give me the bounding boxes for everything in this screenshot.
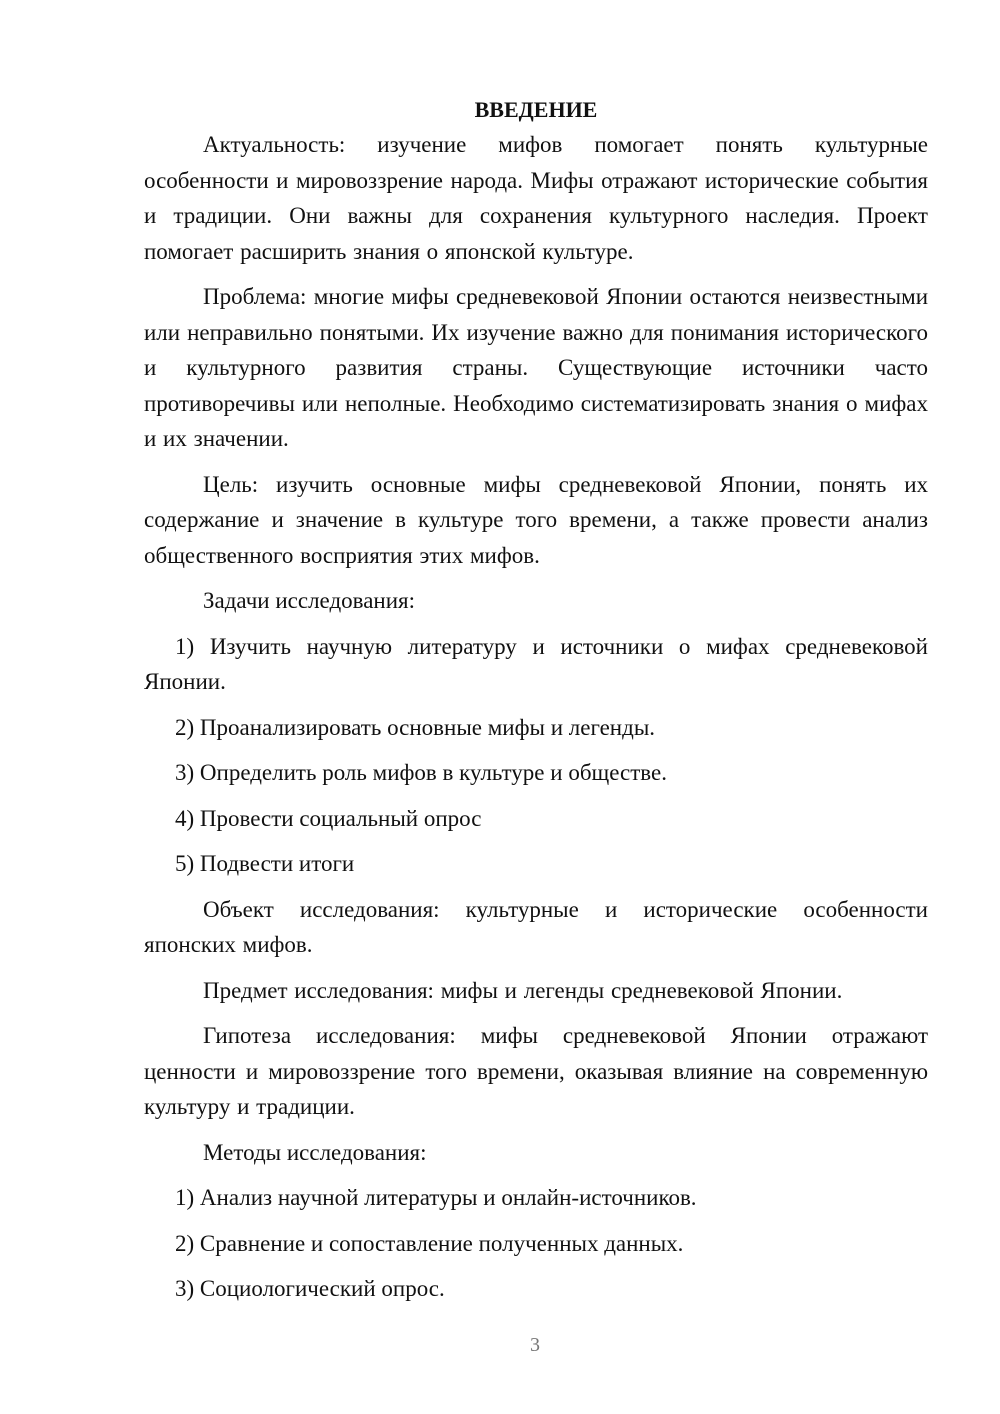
method-item: 3) Социологический опрос.	[175, 1276, 445, 1301]
relevance-paragraph: Актуальность: изучение мифов помогает понять культурные особенности и мировоззрение народа. Мифы отражают исторические события и традиции. Они важны для сохранения культурного наследия. Проект помогает расширить знания о японской культуре.	[144, 132, 928, 264]
goal-paragraph: Цель: изучить основные мифы средневековой Японии, понять их содержание и значение в культуре того времени, а также провести анализ общественного восприятия этих мифов.	[144, 471, 928, 568]
task-item: 5) Подвести итоги	[175, 851, 355, 876]
page-number: 3	[530, 1334, 540, 1356]
methods-heading: Методы исследования:	[203, 1139, 427, 1165]
hypothesis-paragraph: Гипотеза исследования: мифы средневековой Японии отражают ценности и мировоззрение того времени, оказывая влияние на современную культуру и традиции.	[144, 1023, 928, 1119]
tasks-list	[144, 629, 928, 882]
task-item: 4) Провести социальный опрос	[175, 805, 482, 831]
method-item: 2) Сравнение и сопоставление полученных данных.	[175, 1230, 684, 1256]
task-item: 2) Проанализировать основные мифы и легенды.	[175, 714, 656, 740]
problem-paragraph: Проблема: многие мифы средневековой Японии остаются неизвестными или неправильно понятыми. Их изучение важно для понимания исторического и культурного развития страны. Существующие источники часто противоречивы или неполные. Необходимо систематизировать знания о мифах и их значении.	[144, 284, 928, 451]
page-content	[144, 92, 928, 1317]
object-paragraph: Объект исследования: культурные и исторические особенности японских мифов.	[144, 896, 928, 957]
task-item: 1) Изучить научную литературу и источники о мифах средневековой Японии.	[144, 633, 928, 694]
task-item: 3) Определить роль мифов в культуре и обществе.	[175, 760, 667, 785]
tasks-heading: Задачи исследования:	[203, 588, 416, 613]
methods-list	[144, 1180, 928, 1307]
page-title: ВВЕДЕНИЕ	[474, 97, 598, 122]
method-item: 1) Анализ научной литературы и онлайн-источников.	[175, 1185, 697, 1210]
subject-paragraph: Предмет исследования: мифы и легенды средневековой Японии.	[203, 977, 843, 1003]
